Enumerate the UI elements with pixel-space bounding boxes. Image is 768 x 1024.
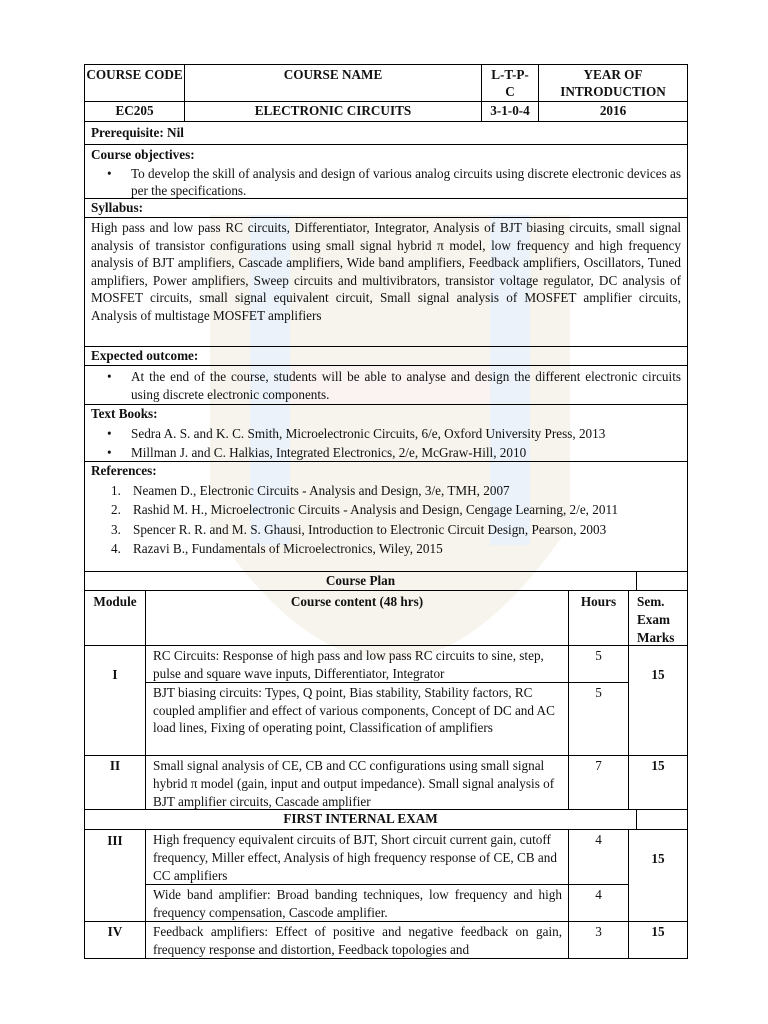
plan-head-hours: Hours bbox=[568, 590, 629, 646]
plan-head-marks: Sem. Exam Marks bbox=[628, 590, 688, 646]
col-year-header: YEAR OF INTRODUCTION bbox=[538, 64, 688, 102]
col-course-name-header: COURSE NAME bbox=[184, 64, 482, 102]
module-i-hours-b: 5 bbox=[568, 682, 629, 756]
module-iii-content-b: Wide band amplifier: Broad banding techniques, low frequency and high frequency compensation, Cascode amplifier. bbox=[145, 884, 569, 922]
module-iv-hours-a: 3 bbox=[568, 921, 629, 959]
module-iv-content-a: Feedback amplifiers: Effect of positive and negative feedback on gain, frequency response and distortion, Feedback topologies and bbox=[145, 921, 569, 959]
course-code: EC205 bbox=[84, 101, 185, 122]
textbook-item: • Millman J. and C. Halkias, Integrated Electronics, 2/e, McGraw-Hill, 2010 bbox=[131, 443, 687, 462]
course-plan-title: Course Plan bbox=[84, 571, 637, 591]
module-iii-hours-b: 4 bbox=[568, 884, 629, 922]
prerequisite-row: Prerequisite: Nil bbox=[84, 121, 688, 145]
objective-item: • To develop the skill of analysis and design of various analog circuits using discrete electronic devices as per the specifications. bbox=[131, 165, 681, 200]
module-ii-marks: 15 bbox=[628, 755, 688, 810]
syllabus-title-row: Syllabus: bbox=[84, 198, 688, 218]
textbooks-title: Text Books: bbox=[91, 406, 158, 421]
references-title: References: bbox=[91, 463, 157, 478]
module-ii-label: II bbox=[84, 755, 146, 810]
module-iii-hours-a: 4 bbox=[568, 829, 629, 885]
module-iii-marks: 15 bbox=[628, 829, 688, 922]
plan-head-module: Module bbox=[84, 590, 146, 646]
col-course-code-header: COURSE CODE bbox=[84, 64, 185, 102]
references-section bbox=[84, 461, 688, 572]
outcome-body bbox=[84, 365, 688, 405]
course-name: ELECTRONIC CIRCUITS bbox=[184, 101, 482, 122]
module-iv-marks: 15 bbox=[628, 921, 688, 959]
course-ltpc: 3-1-0-4 bbox=[481, 101, 539, 122]
module-i-label: I bbox=[84, 645, 146, 756]
module-i-content-a: RC Circuits: Response of high pass and low pass RC circuits to sine, step, pulse and square wave inputs, Differentiator, Integrator bbox=[145, 645, 569, 683]
col-ltpc-header: L-T-P-C bbox=[481, 64, 539, 102]
objectives-section bbox=[84, 144, 688, 199]
syllabus-body: High pass and low pass RC circuits, Differentiator, Integrator, Analysis of BJT biasing circuits, small signal analysis of transistor configurations using small signal hybrid π model, low frequency and high frequency analysis of BJT amplifiers, Cascade amplifiers, Wide band amplifiers, Feedback amplifiers, Oscillators, Tuned amplifiers, Power amplifiers, Sweep circuits and multivibrators, transistor voltage regulator, DC analysis of MOSFET circuits, small signal equivalent circuit, Small signal analysis of MOSFET amplifier circuits, Analysis of multistage MOSFET amplifiers bbox=[84, 217, 688, 347]
course-year: 2016 bbox=[538, 101, 688, 122]
textbooks-section bbox=[84, 404, 688, 462]
module-iv-label: IV bbox=[84, 921, 146, 959]
module-ii-content-a: Small signal analysis of CE, CB and CC configurations using small signal hybrid π model (gain, input and output impedance). Small signal analysis of BJT amplifier circuits, Cascade amplifier bbox=[145, 755, 569, 810]
course-plan-title-blank bbox=[636, 571, 688, 591]
reference-item: 2. Rashid M. H., Microelectronic Circuits - Analysis and Design, Cengage Learning, 2/e, 2011 bbox=[111, 502, 619, 517]
reference-item: 3. Spencer R. R. and M. S. Ghausi, Introduction to Electronic Circuit Design, Pearson, 2003 bbox=[111, 521, 607, 537]
module-iii-content-a: High frequency equivalent circuits of BJT, Short circuit current gain, cutoff frequency, Miller effect, Analysis of high frequency response of CE, CB and CC amplifiers bbox=[145, 829, 569, 885]
reference-item: 1. Neamen D., Electronic Circuits - Analysis and Design, 3/e, TMH, 2007 bbox=[111, 482, 510, 498]
first-internal-exam-row: FIRST INTERNAL EXAM bbox=[84, 809, 637, 830]
outcome-item: • At the end of the course, students will be able to analyse and design the different electronic circuits using discrete electronic components. bbox=[131, 368, 681, 403]
module-ii-hours-a: 7 bbox=[568, 755, 629, 810]
objectives-title: Course objectives: bbox=[91, 147, 195, 162]
objectives-list bbox=[85, 165, 687, 200]
outcome-title-row: Expected outcome: bbox=[84, 346, 688, 366]
module-i-content-b: BJT biasing circuits: Types, Q point, Bias stability, Stability factors, RC coupled amplifier and effect of various components, Concept of DC and AC load lines, Fixing of operating point, Classification of amplifiers bbox=[145, 682, 569, 756]
module-iii-label: III bbox=[84, 829, 146, 922]
reference-item: 4. Razavi B., Fundamentals of Microelectronics, Wiley, 2015 bbox=[111, 541, 443, 556]
module-i-hours-a: 5 bbox=[568, 645, 629, 683]
plan-head-content: Course content (48 hrs) bbox=[145, 590, 569, 646]
module-i-marks: 15 bbox=[628, 645, 688, 756]
first-internal-exam-blank bbox=[636, 809, 688, 830]
textbook-item: • Sedra A. S. and K. C. Smith, Microelectronic Circuits, 6/e, Oxford University Press, 2013 bbox=[131, 424, 687, 443]
